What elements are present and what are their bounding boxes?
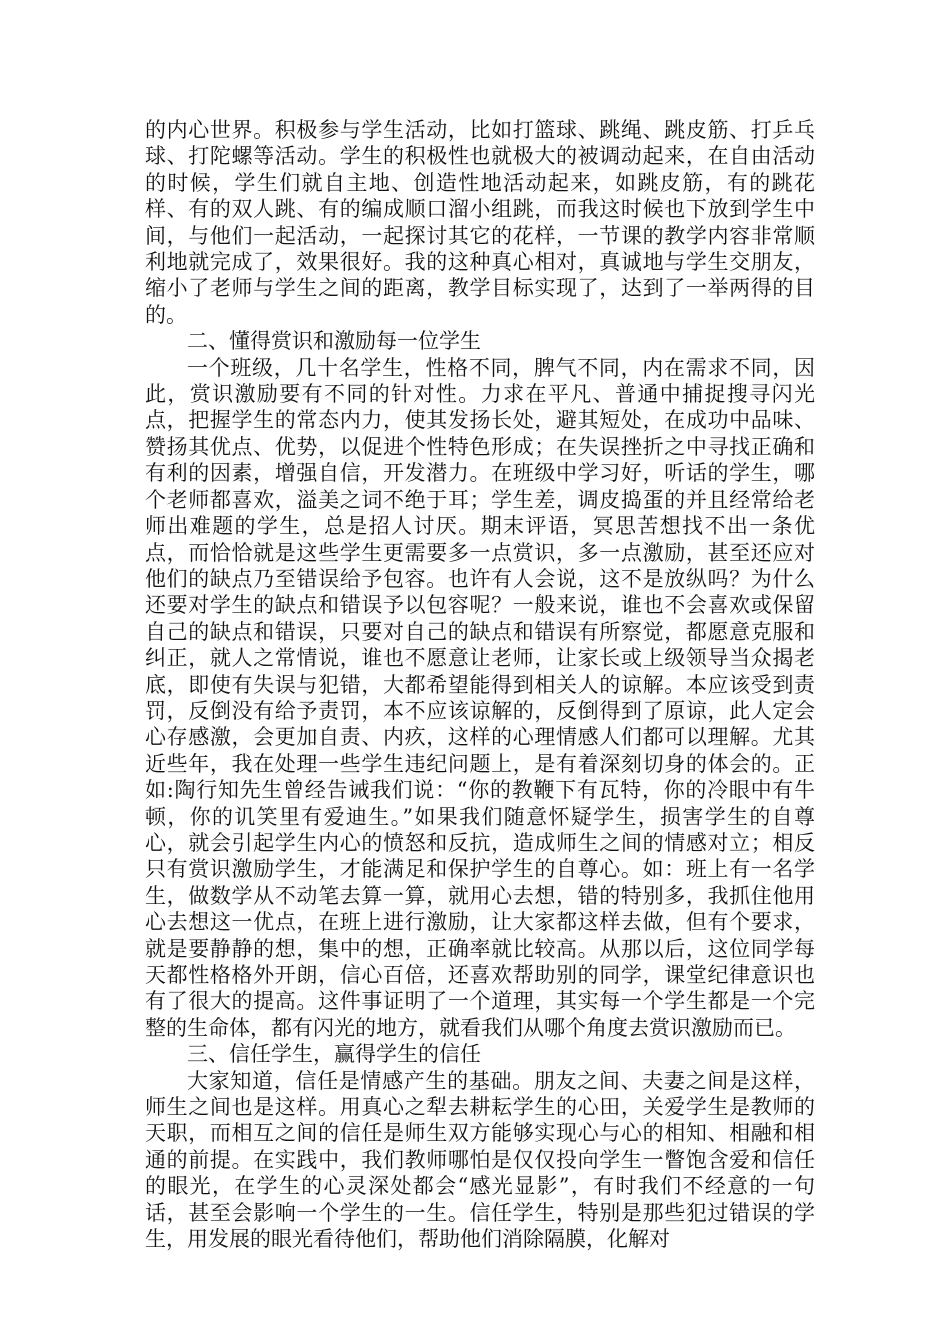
- paragraph-trust: 大家知道，信任是情感产生的基础。朋友之间、夫妻之间是这样，师生之间也是这样。用真心之犁去耕耘学生的心田，关爱学生是教师的天职，而相互之间的信任是师生双方能够实现心与心的相知、相融和相通的前提。在实践中，我们教师哪怕是仅仅投向学生一瞥饱含爱和信任的眼光，在学生的心灵深处都会“感光显影”，有时我们不经意的一句话，甚至会影响一个学生的一生。信任学生，特别是那些犯过错误的学生，用发展的眼光看待他们，帮助他们消除隔膜，化解对: [145, 1068, 815, 1252]
- paragraph-appreciation: 一个班级，几十名学生，性格不同，脾气不同，内在需求不同，因此，赏识激励要有不同的针对性。力求在平凡、普通中捕捉搜寻闪光点，把握学生的常态内力，使其发扬长处，避其短处，在成功中品味、赞扬其优点、优势，以促进个性特色形成；在失误挫折之中寻找正确和有利的因素，增强自信，开发潜力。在班级中学习好，听话的学生，哪个老师都喜欢，溢美之词不绝于耳；学生差，调皮捣蛋的并且经常给老师出难题的学生，总是招人讨厌。期末评语，冥思苦想找不出一条优点，而恰恰就是这些学生更需要多一点赏识，多一点激励，甚至还应对他们的缺点乃至错误给予包容。也许有人会说，这不是放纵吗？为什么还要对学生的缺点和错误予以包容呢？一般来说，谁也不会喜欢或保留自己的缺点和错误，只要对自己的缺点和错误有所察觉，都愿意克服和纠正，就人之常情说，谁也不愿意让老师，让家长或上级领导当众揭老底，即使有失误与犯错，大都希望能得到相关人的谅解。本应该受到责罚，反倒没有给予责罚，本不应该谅解的，反倒得到了原谅，此人定会心存感激，会更加自责、内疚，这样的心理情感人们都可以理解。尤其近些年，我在处理一些学生违纪问题上，是有着深刻切身的体会的。正如:陶行知先生曾经告诫我们说：“你的教鞭下有瓦特，你的冷眼中有牛顿，你的讥笑里有爱迪生。”如果我们随意怀疑学生，损害学生的自尊心，就会引起学生内心的愤怒和反抗，造成师生之间的情感对立；相反只有赏识激励学生，才能满足和保护学生的自尊心。如：班上有一名学生，做数学从不动笔去算一算，就用心去想，错的特别多，我抓住他用心去想这一优点，在班上进行激励，让大家都这样去做，但有个要求，就是要静静的想，集中的想，正确率就比较高。从那以后，这位同学每天都性格格外开朗，信心百倍，还喜欢帮助别的同学，课堂纪律意识也有了很大的提高。这件事证明了一个道理，其实每一个学生都是一个完整的生命体，都有闪光的地方，就看我们从哪个角度去赏识激励而已。: [145, 355, 815, 1040]
- section-heading-2: 二、懂得赏识和激励每一位学生: [187, 329, 481, 354]
- document-body: [145, 117, 815, 1252]
- paragraph-continuation: 的内心世界。积极参与学生活动，比如打篮球、跳绳、跳皮筋、打乒乓球、打陀螺等活动。学生的积极性也就极大的被调动起来，在自由活动的时候，学生们就自主地、创造性地活动起来，如跳皮筋，有的跳花样、有的双人跳、有的编成顺口溜小组跳，而我这时候也下放到学生中间，与他们一起活动，一起探讨其它的花样，一节课的教学内容非常顺利地就完成了，效果很好。我的这种真心相对，真诚地与学生交朋友，缩小了老师与学生之间的距离，教学目标实现了，达到了一举两得的目的。: [145, 118, 815, 327]
- section-heading-3: 三、信任学生，赢得学生的信任: [187, 1042, 481, 1067]
